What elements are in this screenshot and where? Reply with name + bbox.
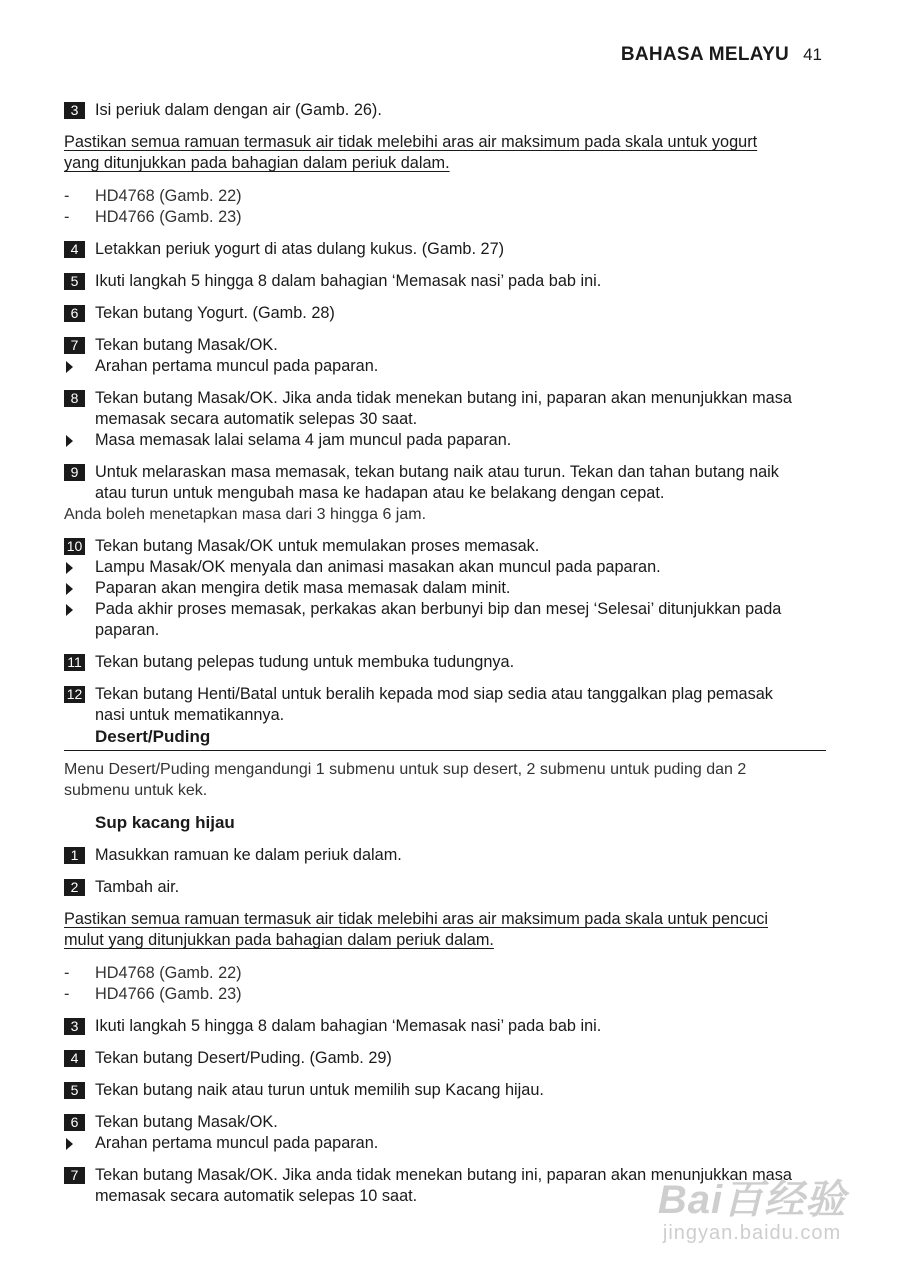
step-item	[64, 1048, 826, 1069]
triangle-bullet-icon	[66, 604, 73, 616]
result-bullet	[64, 557, 826, 578]
document-body	[64, 100, 826, 1207]
text-line: Untuk melaraskan masa memasak, tekan butang naik atau turun. Tekan dan tahan butang naik	[95, 463, 779, 481]
text-line: HD4766 (Gamb. 23)	[95, 208, 242, 226]
text-line: Tambah air.	[95, 878, 180, 896]
triangle-bullet-icon	[66, 562, 73, 574]
text-line: Tekan butang naik atau turun untuk memilih sup Kacang hijau.	[95, 1081, 544, 1099]
page-header	[621, 44, 822, 66]
step-number: 3	[64, 102, 85, 119]
text-line: yang ditunjukkan pada bahagian dalam periuk dalam.	[64, 154, 450, 172]
dash-mark: -	[64, 187, 70, 205]
text-line: Tekan butang Henti/Batal untuk beralih kepada mod siap sedia atau tanggalkan plag pemasak	[95, 685, 773, 703]
text-line: Tekan butang Masak/OK.	[95, 1113, 278, 1131]
step-number: 2	[64, 879, 85, 896]
text-line: Arahan pertama muncul pada paparan.	[95, 357, 379, 375]
step-number: 3	[64, 1018, 85, 1035]
page-number: 41	[803, 45, 822, 64]
step-item	[64, 1016, 826, 1037]
step-number: 6	[64, 1114, 85, 1131]
text-line: Tekan butang Masak/OK untuk memulakan proses memasak.	[95, 537, 540, 555]
result-bullet	[64, 430, 826, 451]
text-line: Tekan butang Masak/OK. Jika anda tidak menekan butang ini, paparan akan menunjukkan masa	[95, 389, 792, 407]
text-line: Ikuti langkah 5 hingga 8 dalam bahagian ‘Memasak nasi’ pada bab ini.	[95, 1017, 602, 1035]
triangle-bullet-icon	[66, 361, 73, 373]
header-title: BAHASA MELAYU	[620, 44, 790, 65]
subsection-heading	[64, 812, 826, 834]
text-line: nasi untuk mematikannya.	[95, 706, 285, 724]
step-item	[64, 652, 826, 673]
model-list-item	[64, 984, 826, 1005]
model-list-item	[64, 207, 826, 228]
text-line: Ikuti langkah 5 hingga 8 dalam bahagian ‘Memasak nasi’ pada bab ini.	[95, 272, 602, 290]
result-bullet	[64, 578, 826, 599]
step-number: 4	[64, 241, 85, 258]
text-line: Sup kacang hijau	[95, 813, 235, 832]
step-number: 10	[64, 538, 85, 555]
step-number: 4	[64, 1050, 85, 1067]
step-number: 11	[64, 654, 85, 671]
text-line: submenu untuk kek.	[64, 782, 208, 799]
text-line: Desert/Puding	[95, 727, 211, 746]
text-line: Menu Desert/Puding mengandungi 1 submenu untuk sup desert, 2 submenu untuk puding dan 2	[64, 761, 747, 778]
text-line: Tekan butang Masak/OK.	[95, 336, 278, 354]
step-item	[64, 335, 826, 356]
underlined-note	[64, 132, 826, 174]
result-bullet	[64, 356, 826, 377]
step-item	[64, 271, 826, 292]
text-line: Letakkan periuk yogurt di atas dulang kukus. (Gamb. 27)	[95, 240, 505, 258]
info-text	[64, 504, 826, 525]
step-item	[64, 845, 826, 866]
info-text	[64, 759, 826, 801]
text-line: Tekan butang pelepas tudung untuk membuka tudungnya.	[95, 653, 515, 671]
step-number: 7	[64, 1167, 85, 1184]
text-line: Masukkan ramuan ke dalam periuk dalam.	[95, 846, 402, 864]
step-number: 5	[64, 273, 85, 290]
triangle-bullet-icon	[66, 1138, 73, 1150]
text-line: HD4768 (Gamb. 22)	[95, 964, 242, 982]
text-line: Paparan akan mengira detik masa memasak dalam minit.	[95, 579, 511, 597]
text-line: Pastikan semua ramuan termasuk air tidak melebihi aras air maksimum pada skala untuk pencuci	[64, 910, 769, 928]
result-bullet	[64, 1133, 826, 1154]
underlined-note	[64, 909, 826, 951]
step-number: 9	[64, 464, 85, 481]
step-item	[64, 684, 826, 726]
result-bullet	[64, 599, 826, 641]
step-number: 7	[64, 337, 85, 354]
step-number: 6	[64, 305, 85, 322]
step-item	[64, 462, 826, 504]
text-line: atau turun untuk mengubah masa ke hadapan atau ke belakang dengan cepat.	[95, 484, 665, 502]
text-line: Isi periuk dalam dengan air (Gamb. 26).	[95, 101, 382, 119]
step-item	[64, 100, 826, 121]
step-item	[64, 877, 826, 898]
text-line: Pada akhir proses memasak, perkakas akan berbunyi bip dan mesej ‘Selesai’ ditunjukkan pada	[95, 600, 782, 618]
step-item	[64, 303, 826, 324]
step-item	[64, 536, 826, 557]
text-line: Tekan butang Desert/Puding. (Gamb. 29)	[95, 1049, 392, 1067]
triangle-bullet-icon	[66, 435, 73, 447]
text-line: Lampu Masak/OK menyala dan animasi masakan akan muncul pada paparan.	[95, 558, 661, 576]
step-number: 1	[64, 847, 85, 864]
text-line: memasak secara automatik selepas 30 saat.	[95, 410, 418, 428]
text-line: Masa memasak lalai selama 4 jam muncul pada paparan.	[95, 431, 512, 449]
section-heading	[64, 726, 826, 751]
model-list-item	[64, 963, 826, 984]
step-number: 12	[64, 686, 85, 703]
text-line: paparan.	[95, 621, 160, 639]
step-item	[64, 388, 826, 430]
text-line: mulut yang ditunjukkan pada bahagian dalam periuk dalam.	[64, 931, 494, 949]
step-item	[64, 1080, 826, 1101]
text-line: memasak secara automatik selepas 10 saat.	[95, 1187, 418, 1205]
text-line: HD4766 (Gamb. 23)	[95, 985, 242, 1003]
text-line: Tekan butang Yogurt. (Gamb. 28)	[95, 304, 335, 322]
dash-mark: -	[64, 208, 70, 226]
text-line: Anda boleh menetapkan masa dari 3 hingga 6 jam.	[64, 506, 427, 523]
watermark-logo: Bai百经验	[657, 1178, 847, 1222]
step-number: 5	[64, 1082, 85, 1099]
step-item	[64, 1165, 826, 1207]
step-item	[64, 1112, 826, 1133]
text-line: Pastikan semua ramuan termasuk air tidak melebihi aras air maksimum pada skala untuk yogurt	[64, 133, 758, 151]
step-number: 8	[64, 390, 85, 407]
dash-mark: -	[64, 964, 70, 982]
model-list-item	[64, 186, 826, 207]
triangle-bullet-icon	[66, 583, 73, 595]
watermark-url: jingyan.baidu.com	[662, 1222, 842, 1244]
text-line: Arahan pertama muncul pada paparan.	[95, 1134, 379, 1152]
dash-mark: -	[64, 985, 70, 1003]
text-line: Tekan butang Masak/OK. Jika anda tidak menekan butang ini, paparan akan menunjukkan masa	[95, 1166, 792, 1184]
text-line: HD4768 (Gamb. 22)	[95, 187, 242, 205]
step-item	[64, 239, 826, 260]
